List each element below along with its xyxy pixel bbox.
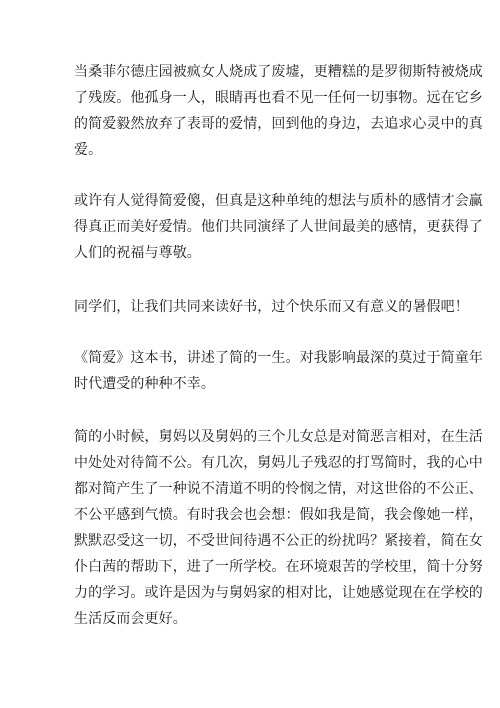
text-line: 得真正而美好爱情。他们共同演绎了人世间最美的感情，更获得了 — [74, 219, 483, 235]
text-line: 中处处对待简不公。有几次，舅妈儿子残忍的打骂简时，我的心中 — [74, 455, 483, 471]
text-line: 了残废。他孤身一人，眼睛再也看不见一任何一切事物。远在它乡 — [74, 90, 483, 106]
paragraph-3 — [74, 294, 469, 320]
text-line: 当桑菲尔德庄园被疯女人烧成了废墟，更糟糕的是罗彻斯特被烧成 — [74, 64, 483, 80]
text-line: 不公平感到气愤。有时我会也会想：假如我是简，我会像她一样， — [74, 507, 483, 523]
text-line: 同学们，让我们共同来读好书，过个快乐而又有意义的暑假吧！ — [74, 299, 469, 315]
text-line: 仆白茜的帮助下，进了一所学校。在环境艰苦的学校里，简十分努 — [74, 559, 483, 575]
text-line: 力的学习。或许是因为与舅妈家的相对比，让她感觉现在在学校的 — [74, 585, 483, 601]
text-line: 人们的祝福与尊敬。 — [74, 245, 201, 261]
text-line: 或许有人觉得简爱傻，但真是这种单纯的想法与质朴的感情才会赢 — [74, 193, 483, 209]
text-line: 的简爱毅然放弃了表哥的爱情，回到他的身边，去追求心灵中的真 — [74, 116, 483, 132]
text-line: 时代遭受的种种不幸。 — [74, 376, 215, 392]
text-line: 《简爱》这本书，讲述了简的一生。对我影响最深的莫过于简童年 — [74, 350, 483, 366]
paragraph-1 — [74, 59, 483, 163]
paragraph-4 — [74, 345, 483, 397]
text-line: 生活反而会更好。 — [74, 611, 187, 627]
paragraph-2 — [74, 188, 483, 266]
text-line: 简的小时候，舅妈以及舅妈的三个儿女总是对简恶言相对，在生活 — [74, 429, 483, 445]
text-line: 都对简产生了一种说不清道不明的怜悯之情，对这世俗的不公正、 — [74, 481, 483, 497]
paragraph-5 — [74, 424, 483, 632]
text-line: 爱。 — [74, 142, 103, 158]
text-line: 默默忍受这一切，不受世间待遇不公正的纷扰吗？紧接着，简在女 — [74, 533, 483, 549]
